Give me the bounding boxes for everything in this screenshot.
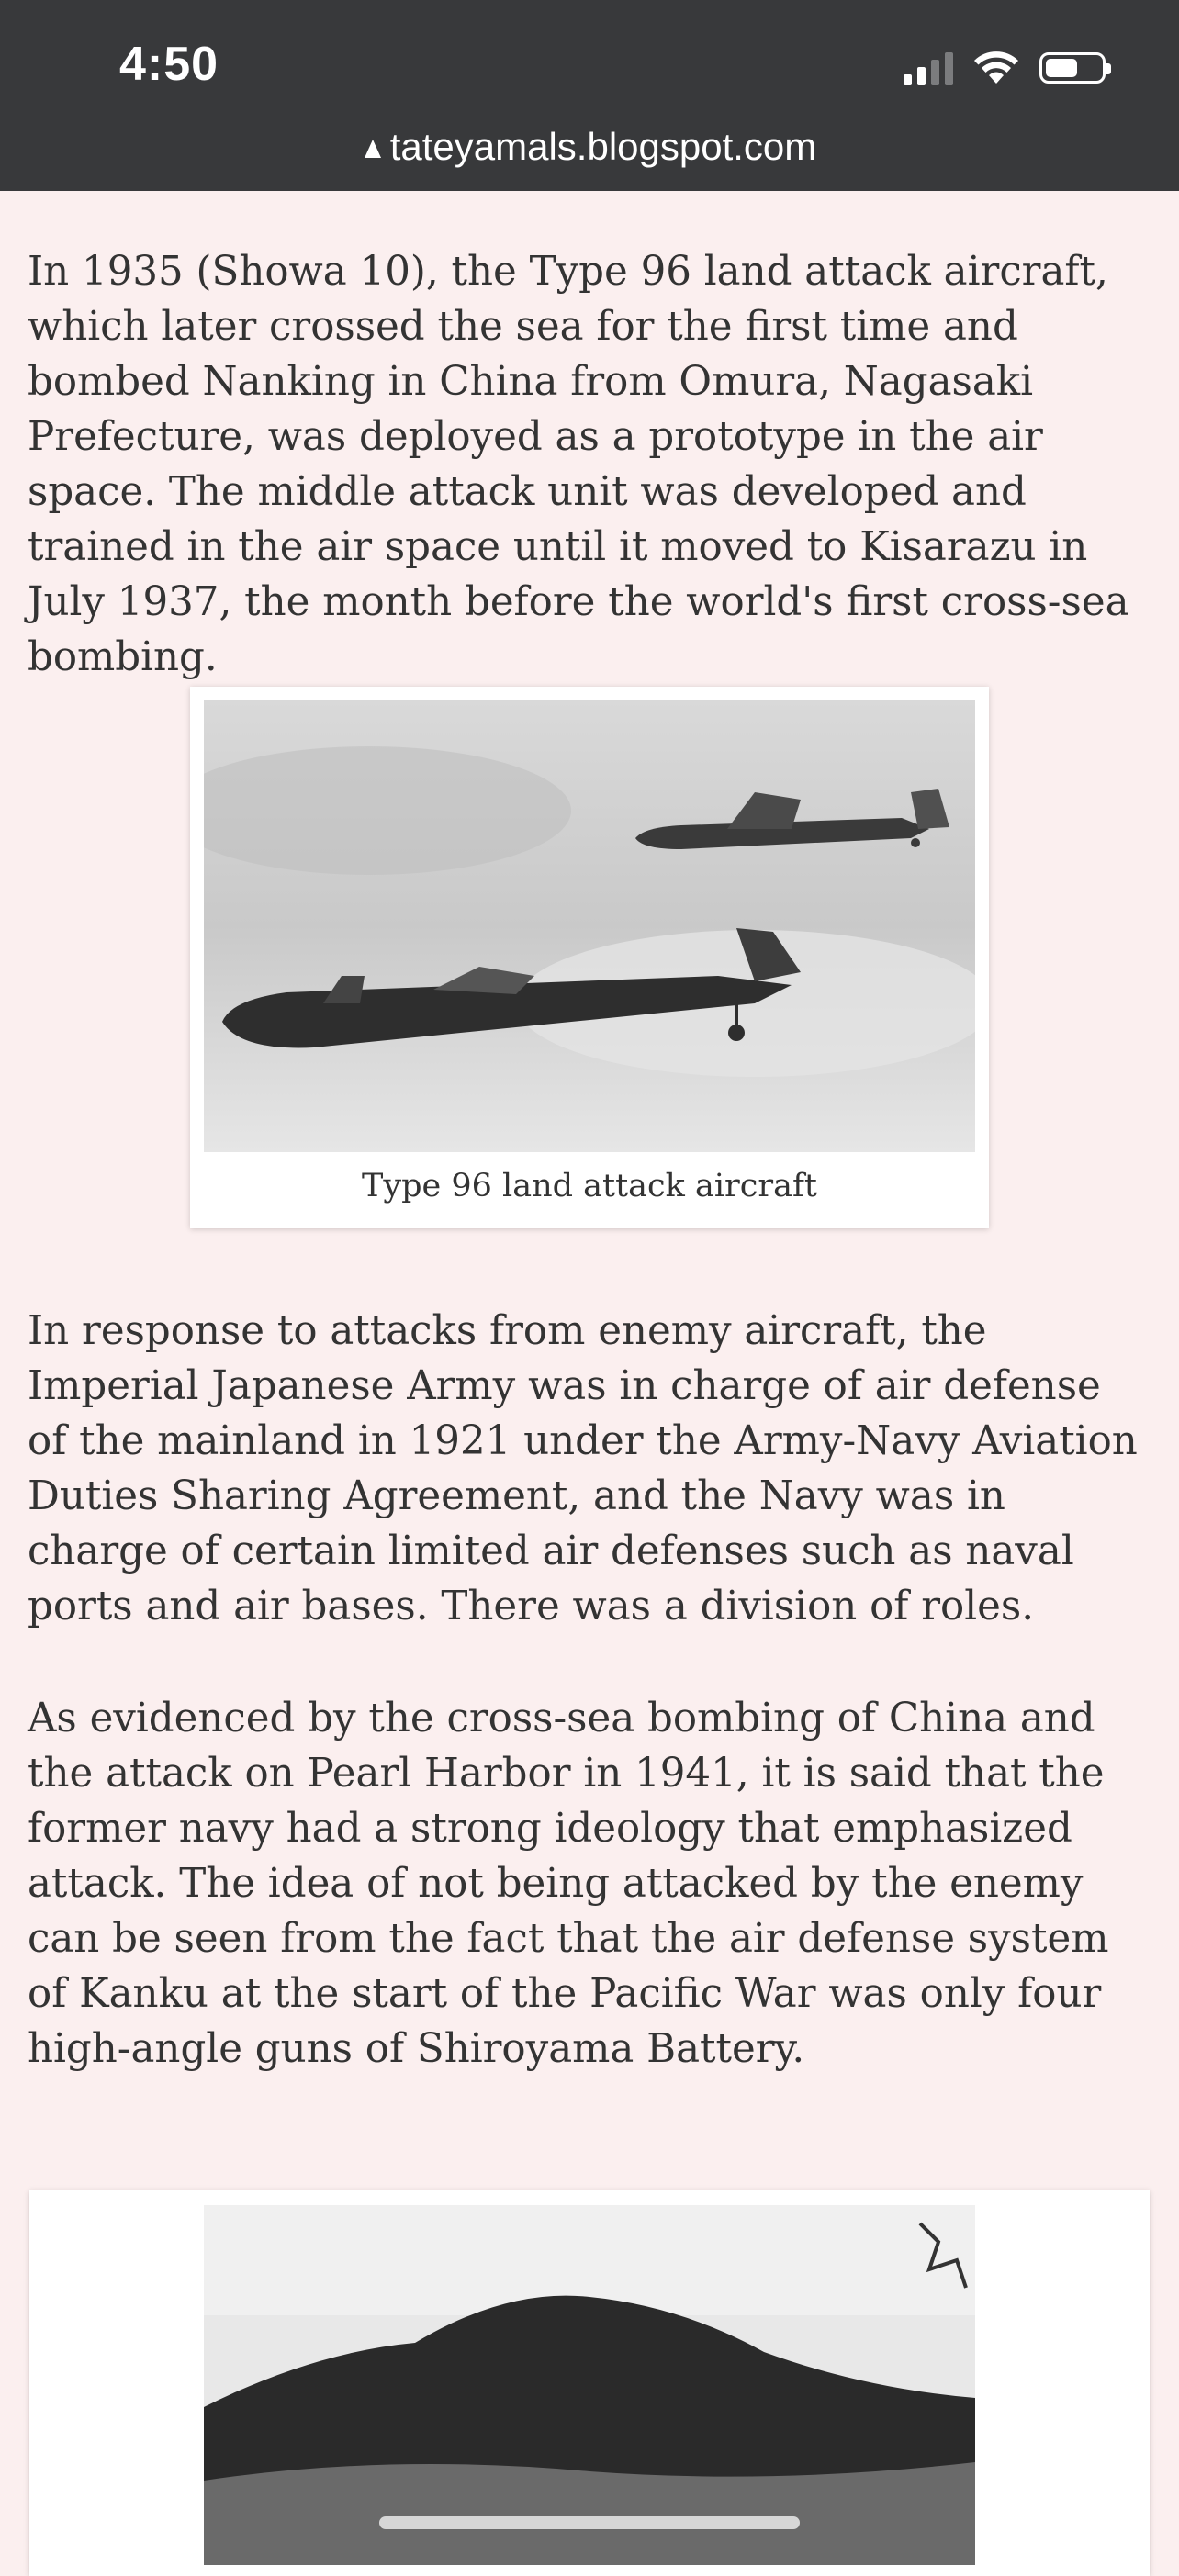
- url-bar[interactable]: [0, 125, 1179, 169]
- figure-type96-aircraft: [190, 687, 989, 1228]
- browser-chrome: [0, 0, 1179, 191]
- aircraft-photo[interactable]: [204, 700, 975, 1152]
- paragraph-2: In response to attacks from enemy aircraft, the Imperial Japanese Army was in charge of air defense of the mainland in 1921 under the Army-Navy Aviation Duties Sharing Agreement, and the Navy was in charge of certain limited air defenses such as naval ports and air bases. There was a division of roles.: [28, 1308, 1138, 1630]
- cellular-signal-icon: [904, 50, 953, 85]
- url-text[interactable]: tateyamals.blogspot.com: [389, 125, 817, 168]
- mountain-photo[interactable]: [204, 2205, 975, 2565]
- home-indicator[interactable]: [379, 2516, 800, 2529]
- battery-icon: [1039, 52, 1106, 84]
- wifi-icon: [973, 50, 1019, 85]
- status-icons: [904, 48, 1106, 88]
- figure-caption: Type 96 land attack aircraft: [362, 1168, 817, 1204]
- paragraph-3: As evidenced by the cross-sea bombing of China and the attack on Pearl Harbor in 1941, it is said that the former navy had a strong ideology that emphasized attack. The idea of not being attacked by the enemy can be seen from the fact that the air defense system of Kanku at the start of the Pacific War was only four high-angle guns of Shiroyama Battery.: [28, 1696, 1109, 2072]
- status-time: 4:50: [119, 38, 219, 91]
- paragraph-1: In 1935 (Showa 10), the Type 96 land attack aircraft, which later crossed the sea for the first time and bombed Nanking in China from Omura, Nagasaki Prefecture, was deployed as a prototype in the air space. The middle attack unit was developed and trained in the air space until it moved to Kisarazu in July 1937, the month before the world's first cross-sea bombing.: [28, 249, 1129, 680]
- lock-icon: [363, 138, 383, 162]
